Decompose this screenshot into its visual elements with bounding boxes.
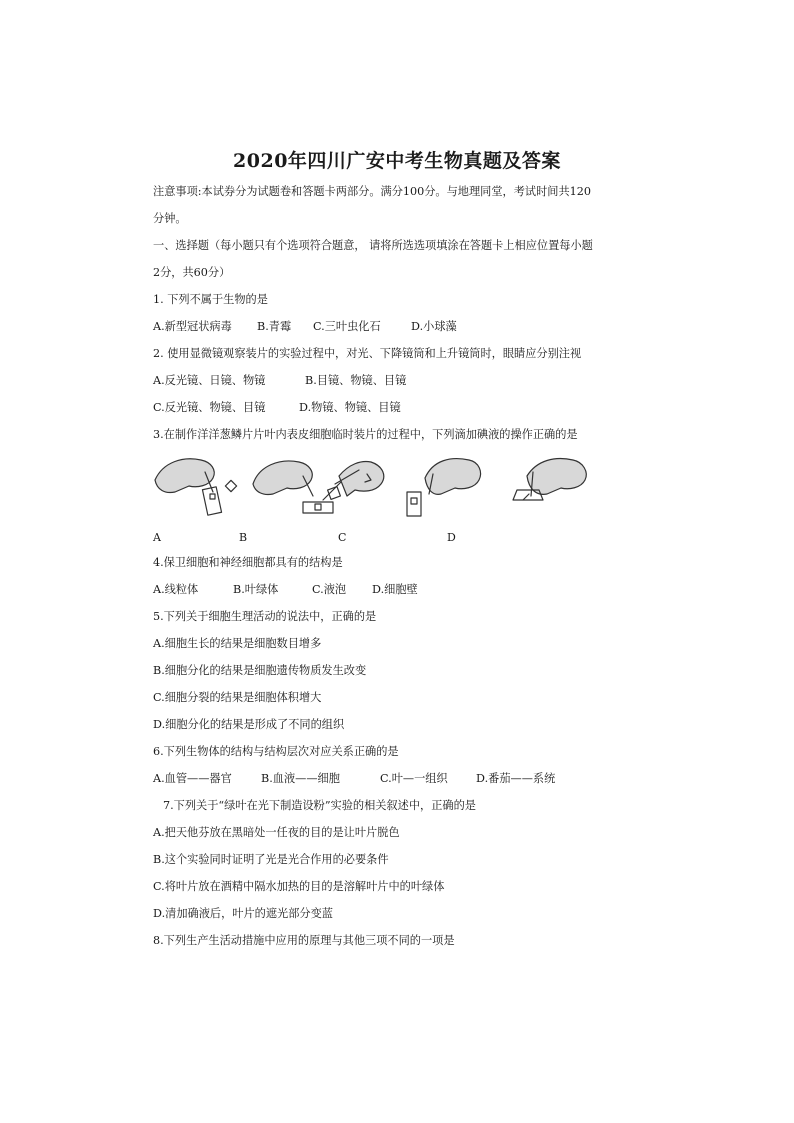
q2-stem: 2. 使用显微镜观察装片的实验过程中，对光、下降镜筒和上升镜筒时，眼睛应分别注视 [153, 347, 582, 360]
q7-option-a: A.把天他芬放在黑暗处一任夜的目的是让叶片脱色 [153, 826, 400, 839]
q3-figure-a [155, 459, 237, 515]
q3-figure-e [513, 459, 586, 500]
q3-label-d: D [447, 531, 456, 544]
notice-line-1: 注意事项:本试券分为试题卷和答题卡两部分。满分100分。与地理同堂，考试时间共120 [153, 185, 592, 198]
q2-option-a: A.反光镜、日镜、物镜 [153, 374, 266, 387]
q3-illustration [153, 450, 593, 522]
q4-stem: 4.保卫细胞和神经细胞都具有的结构是 [153, 556, 343, 569]
q2-option-d: D.物镜、物镜、目镜 [299, 401, 401, 414]
q3-label-a: A [153, 531, 161, 544]
q1-option-a: A.新型冠状病毒 [153, 320, 232, 333]
q3-label-b: B [239, 531, 248, 544]
q5-option-c: C.细胞分裂的结果是细胞体积增大 [153, 691, 322, 704]
q7-stem: 7.下列关于“绿叶在光下制造设粉”实验的相关叙述中，正确的是 [163, 799, 476, 812]
q3-stem: 3.在制作洋洋葱鳞片片叶内表皮细胞临时装片的过程中，下列滴加碘液的操作正确的是 [153, 428, 578, 441]
q1-options [153, 320, 457, 334]
q4-option-a: A.线粒体 [153, 583, 199, 596]
q3-figure-b [253, 461, 333, 513]
q3-figure-c [323, 462, 384, 500]
q3-label-c: C [338, 531, 347, 544]
q6-stem: 6.下列生物体的结构与结构层次对应关系正确的是 [153, 745, 399, 758]
q5-option-b: B.细胞分化的结果是细胞遗传物质发生改变 [153, 664, 367, 677]
q4-options [153, 583, 418, 597]
page-title: 2020年四川广安中考生物真题及答案 [233, 150, 561, 172]
q1-option-b: B.青霉 [257, 320, 292, 333]
q5-stem: 5.下列关于细胞生理活动的说法中，正确的是 [153, 610, 377, 623]
q6-option-d: D.番茄——系统 [476, 772, 556, 785]
q3-figure-d [407, 459, 481, 516]
notice-line-2: 分钟。 [153, 212, 187, 225]
q1-option-d: D.小球藻 [411, 320, 457, 333]
q4-option-c: C.液泡 [312, 583, 347, 596]
q6-options [153, 772, 555, 786]
q4-option-d: D.细胞壁 [372, 583, 418, 596]
q2-option-c: C.反光镜、物镜、目镜 [153, 401, 266, 414]
q4-option-b: B.叶绿体 [233, 583, 279, 596]
q1-stem: 1. 下列不属于生物的是 [153, 293, 268, 306]
section-header-line-1: 一、选择题（每小题只有个选项符合题意， 请将所选选项填涂在答题卡上相应位置每小题 [153, 239, 593, 252]
q6-option-a: A.血管——器官 [153, 772, 232, 785]
q6-option-b: B.血液——细胞 [261, 772, 340, 785]
q8-stem: 8.下列生产生活动措施中应用的原理与其他三项不同的一项是 [153, 934, 455, 947]
q7-option-c: C.将叶片放在酒精中隔水加热的目的是溶解叶片中的叶绿体 [153, 880, 445, 893]
q5-option-a: A.细胞生长的结果是细胞数目增多 [153, 637, 322, 650]
q1-option-c: C.三叶虫化石 [313, 320, 381, 333]
q5-option-d: D.细胞分化的结果是形成了不同的组织 [153, 718, 345, 731]
q6-option-c: C.叶—一组织 [380, 772, 448, 785]
q7-option-d: D.清加确液后，叶片的遮光部分变蓝 [153, 907, 333, 920]
section-header-line-2: 2分，共60分） [153, 266, 231, 279]
q2-options-row1 [153, 374, 406, 388]
q2-option-b: B.目镜、物镜、目镜 [305, 374, 407, 387]
q7-option-b: B.这个实验同时证明了光是光合作用的必要条件 [153, 853, 389, 866]
q2-options-row2 [153, 401, 401, 415]
